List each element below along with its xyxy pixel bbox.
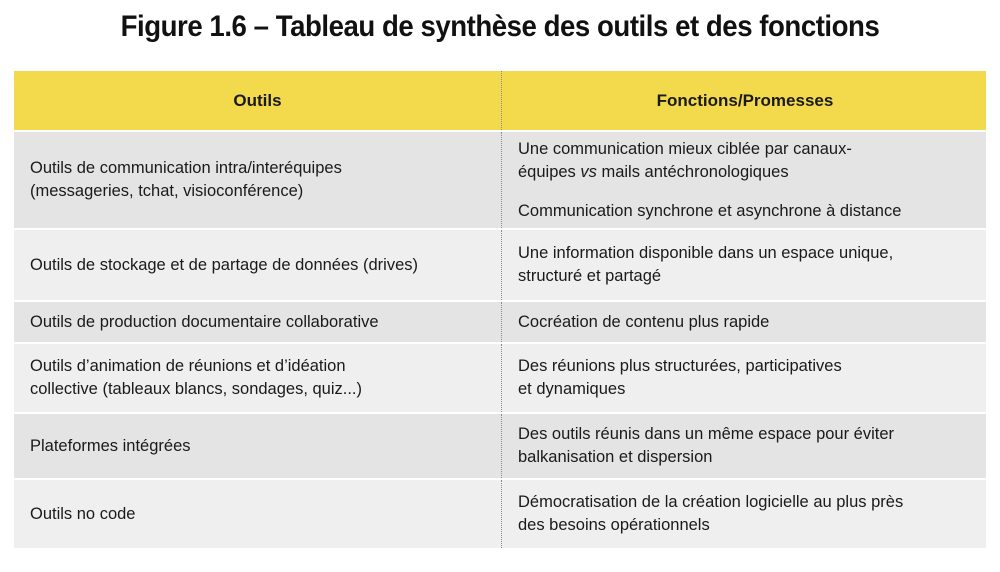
tool-cell — [14, 302, 501, 342]
figure-title: Figure 1.6 – Tableau de synthèse des outils et des fonctions — [120, 10, 880, 43]
table-row — [14, 228, 986, 300]
tool-text-line: Outils no code — [30, 504, 136, 523]
table-row — [14, 342, 986, 412]
function-text-line: Des outils réunis dans un même espace pour éviter — [518, 425, 895, 443]
tool-cell — [14, 230, 501, 300]
tool-cell — [14, 344, 501, 412]
function-text-line: Démocratisation de la création logicielle au plus près — [518, 493, 904, 511]
tool-text-line: Plateformes intégrées — [30, 436, 191, 455]
tool-cell — [14, 480, 501, 548]
header-tools: Outils — [233, 91, 282, 110]
emphasis-text: vs — [580, 162, 597, 181]
table-row — [14, 300, 986, 342]
tool-text-line: Outils de production documentaire collaborative — [30, 312, 379, 331]
function-text-line: balkanisation et dispersion — [518, 448, 713, 466]
tool-cell — [14, 414, 501, 478]
function-cell — [501, 132, 986, 228]
function-cell — [501, 302, 986, 342]
function-text-line: Une information disponible dans un espace unique, — [518, 244, 894, 262]
tool-text-line: Outils de stockage et de partage de données (drives) — [30, 255, 418, 274]
tool-text-line: Outils de communication intra/interéquipes — [30, 159, 342, 177]
function-text-line: et dynamiques — [518, 380, 626, 398]
function-text-line: Des réunions plus structurées, participatives — [518, 357, 842, 375]
function-text-line: Communication synchrone et asynchrone à distance — [518, 201, 902, 220]
function-cell — [501, 344, 986, 412]
summary-table — [14, 71, 986, 548]
tool-text-line: collective (tableaux blancs, sondages, quiz...) — [30, 380, 363, 398]
function-text-line: structuré et partagé — [518, 267, 662, 285]
header-functions: Fonctions/Promesses — [501, 71, 986, 130]
tool-text-line: (messageries, tchat, visioconférence) — [30, 182, 304, 200]
table-row — [14, 478, 986, 548]
tool-text-line: Outils d’animation de réunions et d’idéation — [30, 357, 346, 375]
table-header-row — [14, 71, 986, 130]
function-text-part: équipes vs mails antéchronologiques — [518, 162, 789, 181]
function-cell — [501, 230, 986, 300]
function-text-line: Cocréation de contenu plus rapide — [518, 312, 770, 331]
function-text-line: Une communication mieux ciblée par canaux- — [518, 139, 852, 158]
table-row — [14, 412, 986, 478]
function-text-line — [518, 161, 789, 184]
table-row — [14, 130, 986, 228]
tool-cell — [14, 132, 501, 228]
function-cell — [501, 414, 986, 478]
function-text-line: des besoins opérationnels — [518, 516, 710, 534]
function-cell — [501, 480, 986, 548]
